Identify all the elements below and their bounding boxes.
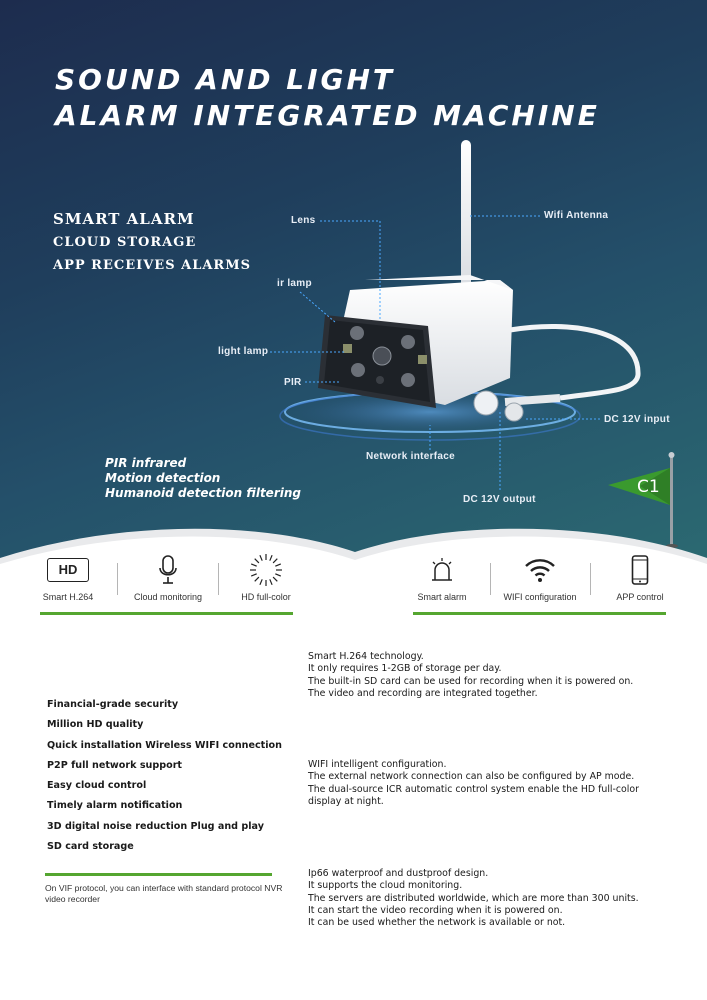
wifi-icon	[524, 557, 556, 583]
detection-motion: Motion detection	[105, 471, 221, 485]
green-underline-note	[45, 873, 272, 876]
list-item: Financial-grade security	[47, 699, 179, 710]
list-item: Timely alarm notification	[47, 800, 183, 812]
feature-app-alarms: APP RECEIVES ALARMS	[53, 258, 252, 273]
flag-label: C1	[637, 477, 660, 497]
hd-icon: HD	[47, 558, 89, 582]
feature-wifi-config	[500, 555, 580, 602]
feature-hd-label: Smart H.264	[42, 592, 94, 602]
spec-line: Ip66 waterproof and dustproof design.	[308, 868, 489, 879]
feature-hd-full-color-label: HD full-color	[241, 592, 291, 602]
spec-line: The video and recording are integrated together.	[308, 687, 538, 699]
spec-line: It supports the cloud monitoring.	[308, 880, 463, 892]
feature-cloud-monitoring	[128, 555, 208, 602]
list-item: P2P full network support	[47, 759, 183, 771]
alarm-lamp-icon	[429, 556, 455, 584]
icon-group-right	[402, 555, 672, 615]
divider	[490, 563, 491, 595]
green-underline-left	[40, 612, 293, 615]
callout-lens: Lens	[291, 215, 316, 226]
callout-pir: PIR	[284, 377, 302, 388]
list-item: Easy cloud control	[47, 780, 147, 792]
list-item: SD card storage	[47, 841, 134, 853]
spec-line: Smart H.264 technology.	[308, 651, 424, 662]
microphone-icon	[158, 555, 178, 585]
callout-ir-lamp: ir lamp	[277, 278, 312, 289]
spec-block-waterproof	[308, 868, 639, 929]
feature-cloud-monitoring-label: Cloud monitoring	[133, 592, 203, 602]
feature-hd	[28, 555, 108, 602]
feature-bullet-list	[47, 695, 282, 857]
spec-line: It can be used whether the network is available or not.	[308, 917, 566, 929]
sunburst-icon	[248, 552, 284, 588]
spec-line: It only requires 1-2GB of storage per day.	[308, 663, 502, 675]
hero-title-line-2: ALARM INTEGRATED MACHINE	[55, 99, 600, 132]
divider	[590, 563, 591, 595]
feature-app-control	[600, 555, 680, 602]
detection-pir: PIR infrared	[105, 456, 187, 470]
spec-line: It can start the video recording when it is powered on.	[308, 904, 563, 916]
hero-title-line-1: SOUND AND LIGHT	[55, 63, 395, 96]
feature-hd-full-color	[226, 555, 306, 602]
spec-line: The external network connection can also be configured by AP mode.	[308, 771, 635, 783]
feature-smart-alarm: SMART ALARM	[53, 210, 195, 228]
spec-line: WIFI intelligent configuration.	[308, 759, 447, 770]
spec-line: The servers are distributed worldwide, which are more than 300 units.	[308, 892, 639, 904]
feature-app-control-label: APP control	[616, 592, 664, 602]
detection-list	[105, 456, 301, 501]
detection-humanoid: Humanoid detection filtering	[105, 486, 301, 500]
feature-smart-alarm-label: Smart alarm	[417, 592, 467, 602]
feature-smart-alarm	[402, 555, 482, 602]
feature-wifi-config-label: WIFI configuration	[503, 592, 577, 602]
spec-block-h264	[308, 651, 633, 700]
callout-wifi-antenna: Wifi Antenna	[544, 210, 609, 221]
onvif-note: On VIF protocol, you can interface with standard protocol NVR video recorder	[45, 883, 283, 904]
divider	[218, 563, 219, 595]
spec-block-wifi	[308, 759, 639, 808]
green-underline-right	[413, 612, 666, 615]
smartphone-icon	[631, 555, 649, 585]
spec-line: The dual-source ICR automatic control system enable the HD full-color	[308, 783, 639, 795]
callout-dc-output: DC 12V output	[463, 494, 536, 505]
spec-line: display at night.	[308, 795, 384, 807]
callout-network-interface: Network interface	[366, 451, 456, 462]
callout-dc-input: DC 12V input	[604, 414, 670, 425]
icon-group-left	[28, 555, 298, 615]
list-item: Million HD quality	[47, 719, 144, 731]
spec-line: The built-in SD card can be used for recording when it is powered on.	[308, 675, 634, 687]
list-item: 3D digital noise reduction Plug and play	[47, 820, 264, 832]
feature-cloud-storage: CLOUD STORAGE	[53, 235, 197, 250]
divider	[117, 563, 118, 595]
list-item: Quick installation Wireless WIFI connection	[47, 739, 282, 751]
callout-light-lamp: light lamp	[218, 346, 269, 357]
